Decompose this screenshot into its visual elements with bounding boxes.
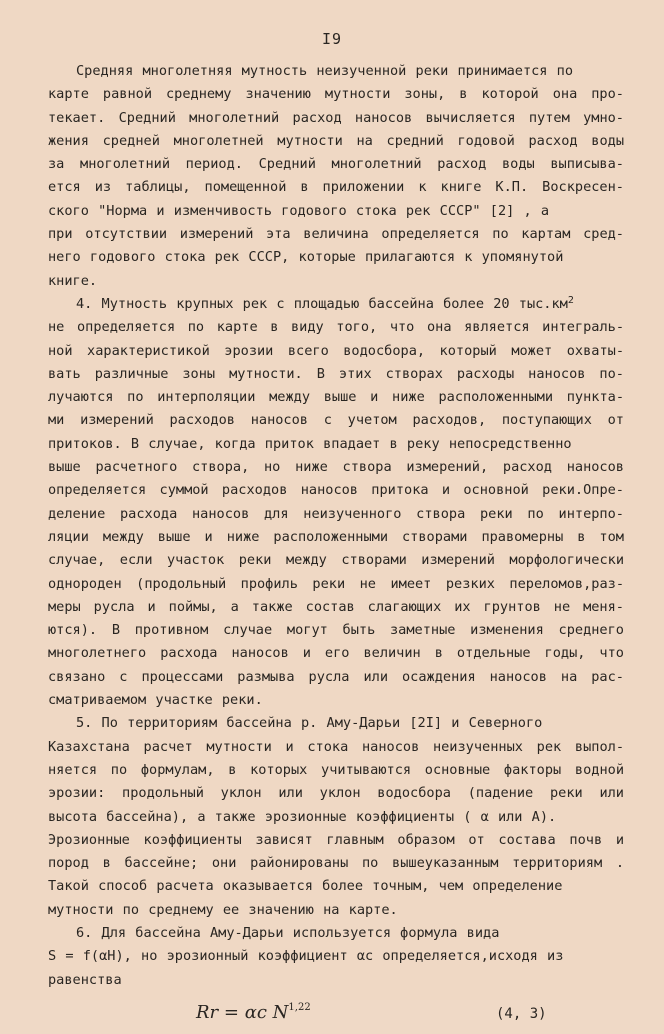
text-line: при отсутствии измерений эта величина определяется по картам сред-	[48, 226, 624, 243]
text-line: Эрозионные коэффициенты зависят главным образом от состава почв и	[48, 831, 624, 848]
page-number: I9	[321, 30, 343, 48]
text-line: ной характеристикой эрозии всего водосбора, который может охваты-	[48, 342, 624, 359]
text-line: 5. По территориям бассейна р. Аму-Дарьи [2I] и Северного	[76, 715, 543, 732]
text-line: ми измерений расходов наносов с учетом расходов, поступающих от	[48, 412, 624, 429]
text-line: случае, если участок реки между створами измерений морфологически	[48, 552, 624, 569]
text-line: S = f(αH), но эрозионный коэффициент αc определяется,исходя из	[48, 948, 564, 965]
text-line: ского "Норма и изменчивость годового стока рек СССР" [2] , а	[48, 202, 550, 219]
text-line: связано с процессами размыва русла или осаждения наносов на рас-	[48, 668, 624, 685]
text-line: жения средней многолетней мутности на средний годовой расход воды	[48, 132, 624, 149]
text-line: 6. Для бассейна Аму-Дарьи используется формула вида	[76, 924, 500, 941]
text-line: за многолетний период. Средний многолетний расход воды выписыва-	[48, 156, 624, 173]
text-line: ляции между выше и ниже расположенными створами правомерны в том	[48, 528, 624, 545]
text-line: мутности по среднему ее значению на карте.	[48, 901, 398, 918]
text-line: высота бассейна), а также эрозионные коэффициенты ( α или A).	[48, 808, 557, 825]
text-line-paragraph-4	[48, 293, 624, 316]
text-line: выше расчетного створа, но ниже створа измерений, расход наносов	[48, 459, 624, 476]
equation-number: (4, 3)	[496, 1005, 547, 1022]
text-line: ются). В противном случае могут быть заметные изменения среднего	[48, 622, 624, 639]
text-line: однороден (продольный профиль реки не имеет резких переломов,раз-	[48, 575, 624, 592]
equation-rhs: = αc N	[223, 1001, 289, 1023]
equation-lhs: Rr	[196, 1001, 219, 1023]
text-line: меры русла и поймы, а также состав слагающих их грунтов не меня-	[48, 598, 624, 615]
text-line: эрозии: продольный уклон или уклон водосбора (падение реки или	[48, 785, 624, 802]
text-line: Такой способ расчета оказывается более точным, чем определение	[48, 878, 563, 895]
text-line: многолетнего расхода наносов и его величин в отдельные годы, что	[48, 645, 624, 662]
text-line: не определяется по карте в виду того, что она является интеграль-	[48, 319, 624, 336]
text-line: вать различные зоны мутности. В этих створах расходы наносов по-	[48, 365, 624, 382]
text-line: Казахстана расчет мутности и стока наносов неизученных рек выпол-	[48, 738, 624, 755]
text-line: равенства	[48, 971, 122, 988]
text-line: сматриваемом участке реки.	[48, 692, 263, 709]
text-line: Средняя многолетняя мутность неизученной реки принимается по	[76, 63, 574, 79]
text-line: определяется суммой расходов наносов притока и основной реки.Опре-	[48, 482, 624, 499]
text-line: карте равной среднему значению мутности зоны, в которой она про-	[48, 86, 624, 103]
text-line: ется из таблицы, помещенной в приложении к книге К.П. Воскресен-	[48, 179, 624, 196]
text-line: него годового стока рек СССР, которые прилагаются к упомянутой	[48, 249, 564, 266]
text-line: притоков. В случае, когда приток впадает в реку непосредственно	[48, 435, 572, 452]
text-line: книге.	[48, 272, 98, 289]
text-line: лучаются по интерполяции между выше и ниже расположенными пункта-	[48, 389, 624, 406]
text-line: няется по формулам, в которых учитываются основные факторы водной	[48, 761, 624, 778]
equation	[48, 998, 624, 1034]
text-line: деление расхода наносов для неизученного створа реки по интерпо-	[48, 505, 624, 522]
document-body	[48, 60, 624, 1034]
text-line: пород в бассейне; они районированы по вышеуказанным территориям .	[48, 855, 624, 872]
equation-exponent: 1,22	[288, 1001, 311, 1013]
superscript-km2: 2	[567, 294, 574, 306]
text-line: 4. Мутность крупных рек с площадью бассейна более 20 тыс.км	[76, 295, 568, 312]
text-line: текает. Средний многолетний расход наносов вычисляется путем умно-	[48, 109, 624, 126]
equation-formula	[196, 1002, 311, 1023]
